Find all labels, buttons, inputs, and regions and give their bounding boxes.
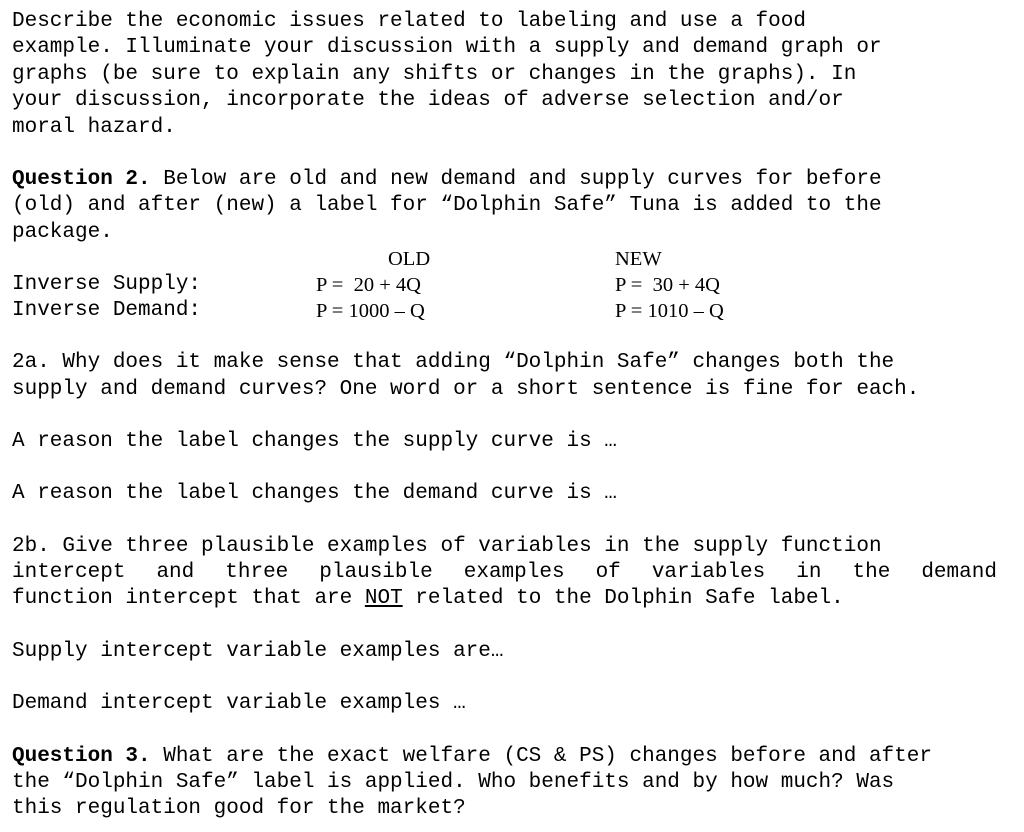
justified-text-line <box>12 560 997 586</box>
word: of <box>595 561 621 585</box>
text-line: 2b. Give three plausible examples of variables in the supply function <box>12 534 882 558</box>
supply-reason-prompt: A reason the label changes the supply curve is … <box>12 429 617 453</box>
text-line: (old) and after (new) a label for “Dolphin Safe” Tuna is added to the <box>12 194 882 218</box>
demand-reason-prompt: A reason the label changes the demand curve is … <box>12 482 617 506</box>
word: the <box>852 561 891 585</box>
inverse-demand-label: Inverse Demand: <box>12 299 202 323</box>
question-3 <box>12 744 997 823</box>
text-line: package. <box>12 220 113 244</box>
inverse-supply-label: Inverse Supply: <box>12 273 202 297</box>
demand-examples-prompt: Demand intercept variable examples … <box>12 692 466 716</box>
question-2a <box>12 350 997 508</box>
text-line <box>12 744 997 770</box>
text-line: your discussion, incorporate the ideas of adverse selection and/or <box>12 89 844 113</box>
question-2 <box>12 167 997 324</box>
word: examples <box>463 561 565 585</box>
question-2b <box>12 534 997 718</box>
text-line: the “Dolphin Safe” label is applied. Who benefits and by how much? Was <box>12 771 895 795</box>
word: three <box>225 561 289 585</box>
curve-table <box>12 246 997 324</box>
word: demand <box>921 561 997 585</box>
old-column-header: OLD <box>388 248 431 271</box>
underlined-not: NOT <box>364 587 403 611</box>
text-line: graphs (be sure to explain any shifts or changes in the graphs). In <box>12 62 857 86</box>
intro-paragraph <box>12 9 997 141</box>
text-span: function intercept that are <box>12 587 365 611</box>
new-supply-equation: P = 30 + 4Q <box>615 274 720 297</box>
text-line: 2a. Why does it make sense that adding “Dolphin Safe” changes both the <box>12 351 895 375</box>
document <box>12 9 997 823</box>
text-line <box>12 167 997 193</box>
old-supply-equation: P = 20 + 4Q <box>316 274 421 297</box>
question-text: What are the exact welfare (CS & PS) changes before and after <box>150 744 932 768</box>
text-line: example. Illuminate your discussion with a supply and demand graph or <box>12 36 882 60</box>
text-line: supply and demand curves? One word or a short sentence is fine for each. <box>12 377 920 401</box>
word: plausible <box>319 561 433 585</box>
question-heading: Question 2. <box>12 167 151 191</box>
text-line: this regulation good for the market? <box>12 797 466 821</box>
text-line: Describe the economic issues related to labeling and use a food <box>12 10 806 33</box>
word: intercept <box>12 561 126 585</box>
new-demand-equation: P = 1010 – Q <box>615 300 724 323</box>
word: variables <box>651 561 766 585</box>
supply-examples-prompt: Supply intercept variable examples are… <box>12 639 504 663</box>
word: in <box>796 561 822 585</box>
question-heading: Question 3. <box>12 744 151 768</box>
text-span: related to the Dolphin Safe label. <box>402 587 844 611</box>
question-text: Below are old and new demand and supply curves for before <box>150 167 882 191</box>
text-line: moral hazard. <box>12 115 176 139</box>
old-demand-equation: P = 1000 – Q <box>316 300 425 323</box>
new-column-header: NEW <box>615 248 662 271</box>
word: and <box>156 561 195 585</box>
text-line <box>12 586 997 612</box>
